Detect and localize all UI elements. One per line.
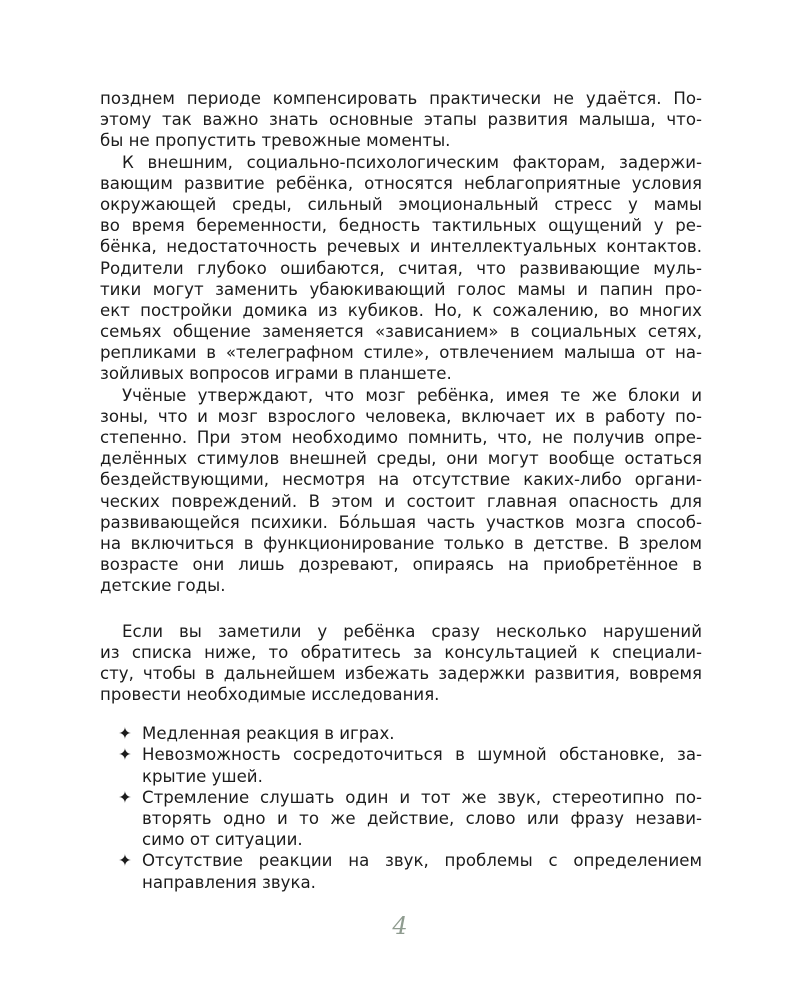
spacer: [100, 597, 702, 621]
paragraph-intro: [100, 88, 702, 152]
text-line: зоны, что и мозг взрослого человека, включает их в работу по-: [100, 406, 702, 426]
paragraph-scientists: [100, 385, 702, 597]
text-line: Если вы заметили у ребёнка сразу несколько нарушений: [122, 621, 702, 641]
text-line: детские годы.: [100, 576, 226, 596]
text-line: направления звука.: [142, 872, 316, 892]
list-item: [100, 787, 702, 851]
text-line: тики могут заменить убаюкивающий голос мамы и папин про-: [100, 279, 702, 299]
page-number: 4: [392, 912, 408, 940]
text-line: Стремление слушать один и тот же звук, стереотипно по-: [142, 787, 702, 807]
text-line: Невозможность сосредоточиться в шумной обстановке, за-: [142, 745, 702, 765]
text-line: ческих повреждений. В этом и состоит главная опасность для: [100, 491, 702, 511]
star-bullet-icon: ✦: [118, 745, 132, 765]
text-line: бёнка, недостаточность речевых и интеллектуальных контактов.: [100, 237, 702, 257]
star-bullet-icon: ✦: [118, 724, 132, 744]
star-bullet-icon: ✦: [118, 851, 132, 871]
star-bullet-icon: ✦: [118, 787, 132, 807]
text-line: сту, чтобы в дальнейшем избежать задержки развития, вовремя: [100, 663, 702, 683]
text-line: бездействующими, несмотря на отсутствие каких-либо органи-: [100, 470, 702, 490]
text-line: степенно. При этом необходимо помнить, что, не получив опре-: [100, 428, 702, 447]
spacer: [100, 705, 702, 723]
text-line: на включиться в функционирование только в детстве. В зрелом: [100, 533, 702, 553]
text-line: симо от ситуации.: [142, 830, 303, 850]
text-line: зойливых вопросов играми в планшете.: [100, 364, 452, 384]
text-line: позднем периоде компенсировать практически не удаётся. По-: [100, 89, 702, 108]
text-line: бы не пропустить тревожные моменты.: [100, 131, 451, 151]
text-line: К внешним, социально-психологическим факторам, задержи-: [122, 152, 702, 172]
text-line: развивающейся психики. Бóльшая часть участков мозга способ-: [100, 512, 702, 532]
text-line: Медленная реакция в играх.: [142, 724, 395, 744]
paragraph-external-factors: [100, 152, 702, 385]
list-item: [100, 744, 702, 786]
text-line: семьях общение заменяется «зависанием» в социальных сетях,: [100, 322, 702, 342]
text-line: этому так важно знать основные этапы развития малыша, что-: [100, 110, 702, 130]
text-line: вторять одно и то же действие, слово или фразу незави-: [142, 809, 702, 828]
text-line: из списка ниже, то обратитесь за консультацией к специали-: [100, 642, 702, 662]
text-line: вающим развитие ребёнка, относятся неблагоприятные условия: [100, 173, 702, 193]
text-line: репликами в «телеграфном стиле», отвлечением малыша от на-: [100, 343, 702, 363]
text-line: возрасте они лишь дозревают, опираясь на приобретённое в: [100, 555, 702, 575]
symptom-list: [100, 723, 702, 893]
text-line: делённых стимулов внешней среды, они могут вообще остаться: [100, 449, 702, 469]
text-line: Отсутствие реакции на звук, проблемы с определением: [142, 851, 702, 871]
paragraph-advice: [100, 621, 702, 706]
list-item: [100, 850, 702, 892]
text-line: провести необходимые исследования.: [100, 685, 440, 705]
page-body: [100, 88, 702, 893]
text-line: ект постройки домика из кубиков. Но, к сожалению, во многих: [100, 300, 702, 320]
text-line: крытие ушей.: [142, 766, 263, 786]
text-line: Учёные утверждают, что мозг ребёнка, имея те же блоки и: [122, 385, 702, 405]
text-line: Родители глубоко ошибаются, считая, что развивающие муль-: [100, 258, 702, 278]
text-line: во время беременности, бедность тактильных ощущений у ре-: [100, 216, 702, 236]
text-line: окружающей среды, сильный эмоциональный стресс у мамы: [100, 194, 702, 214]
list-item: [100, 723, 702, 744]
